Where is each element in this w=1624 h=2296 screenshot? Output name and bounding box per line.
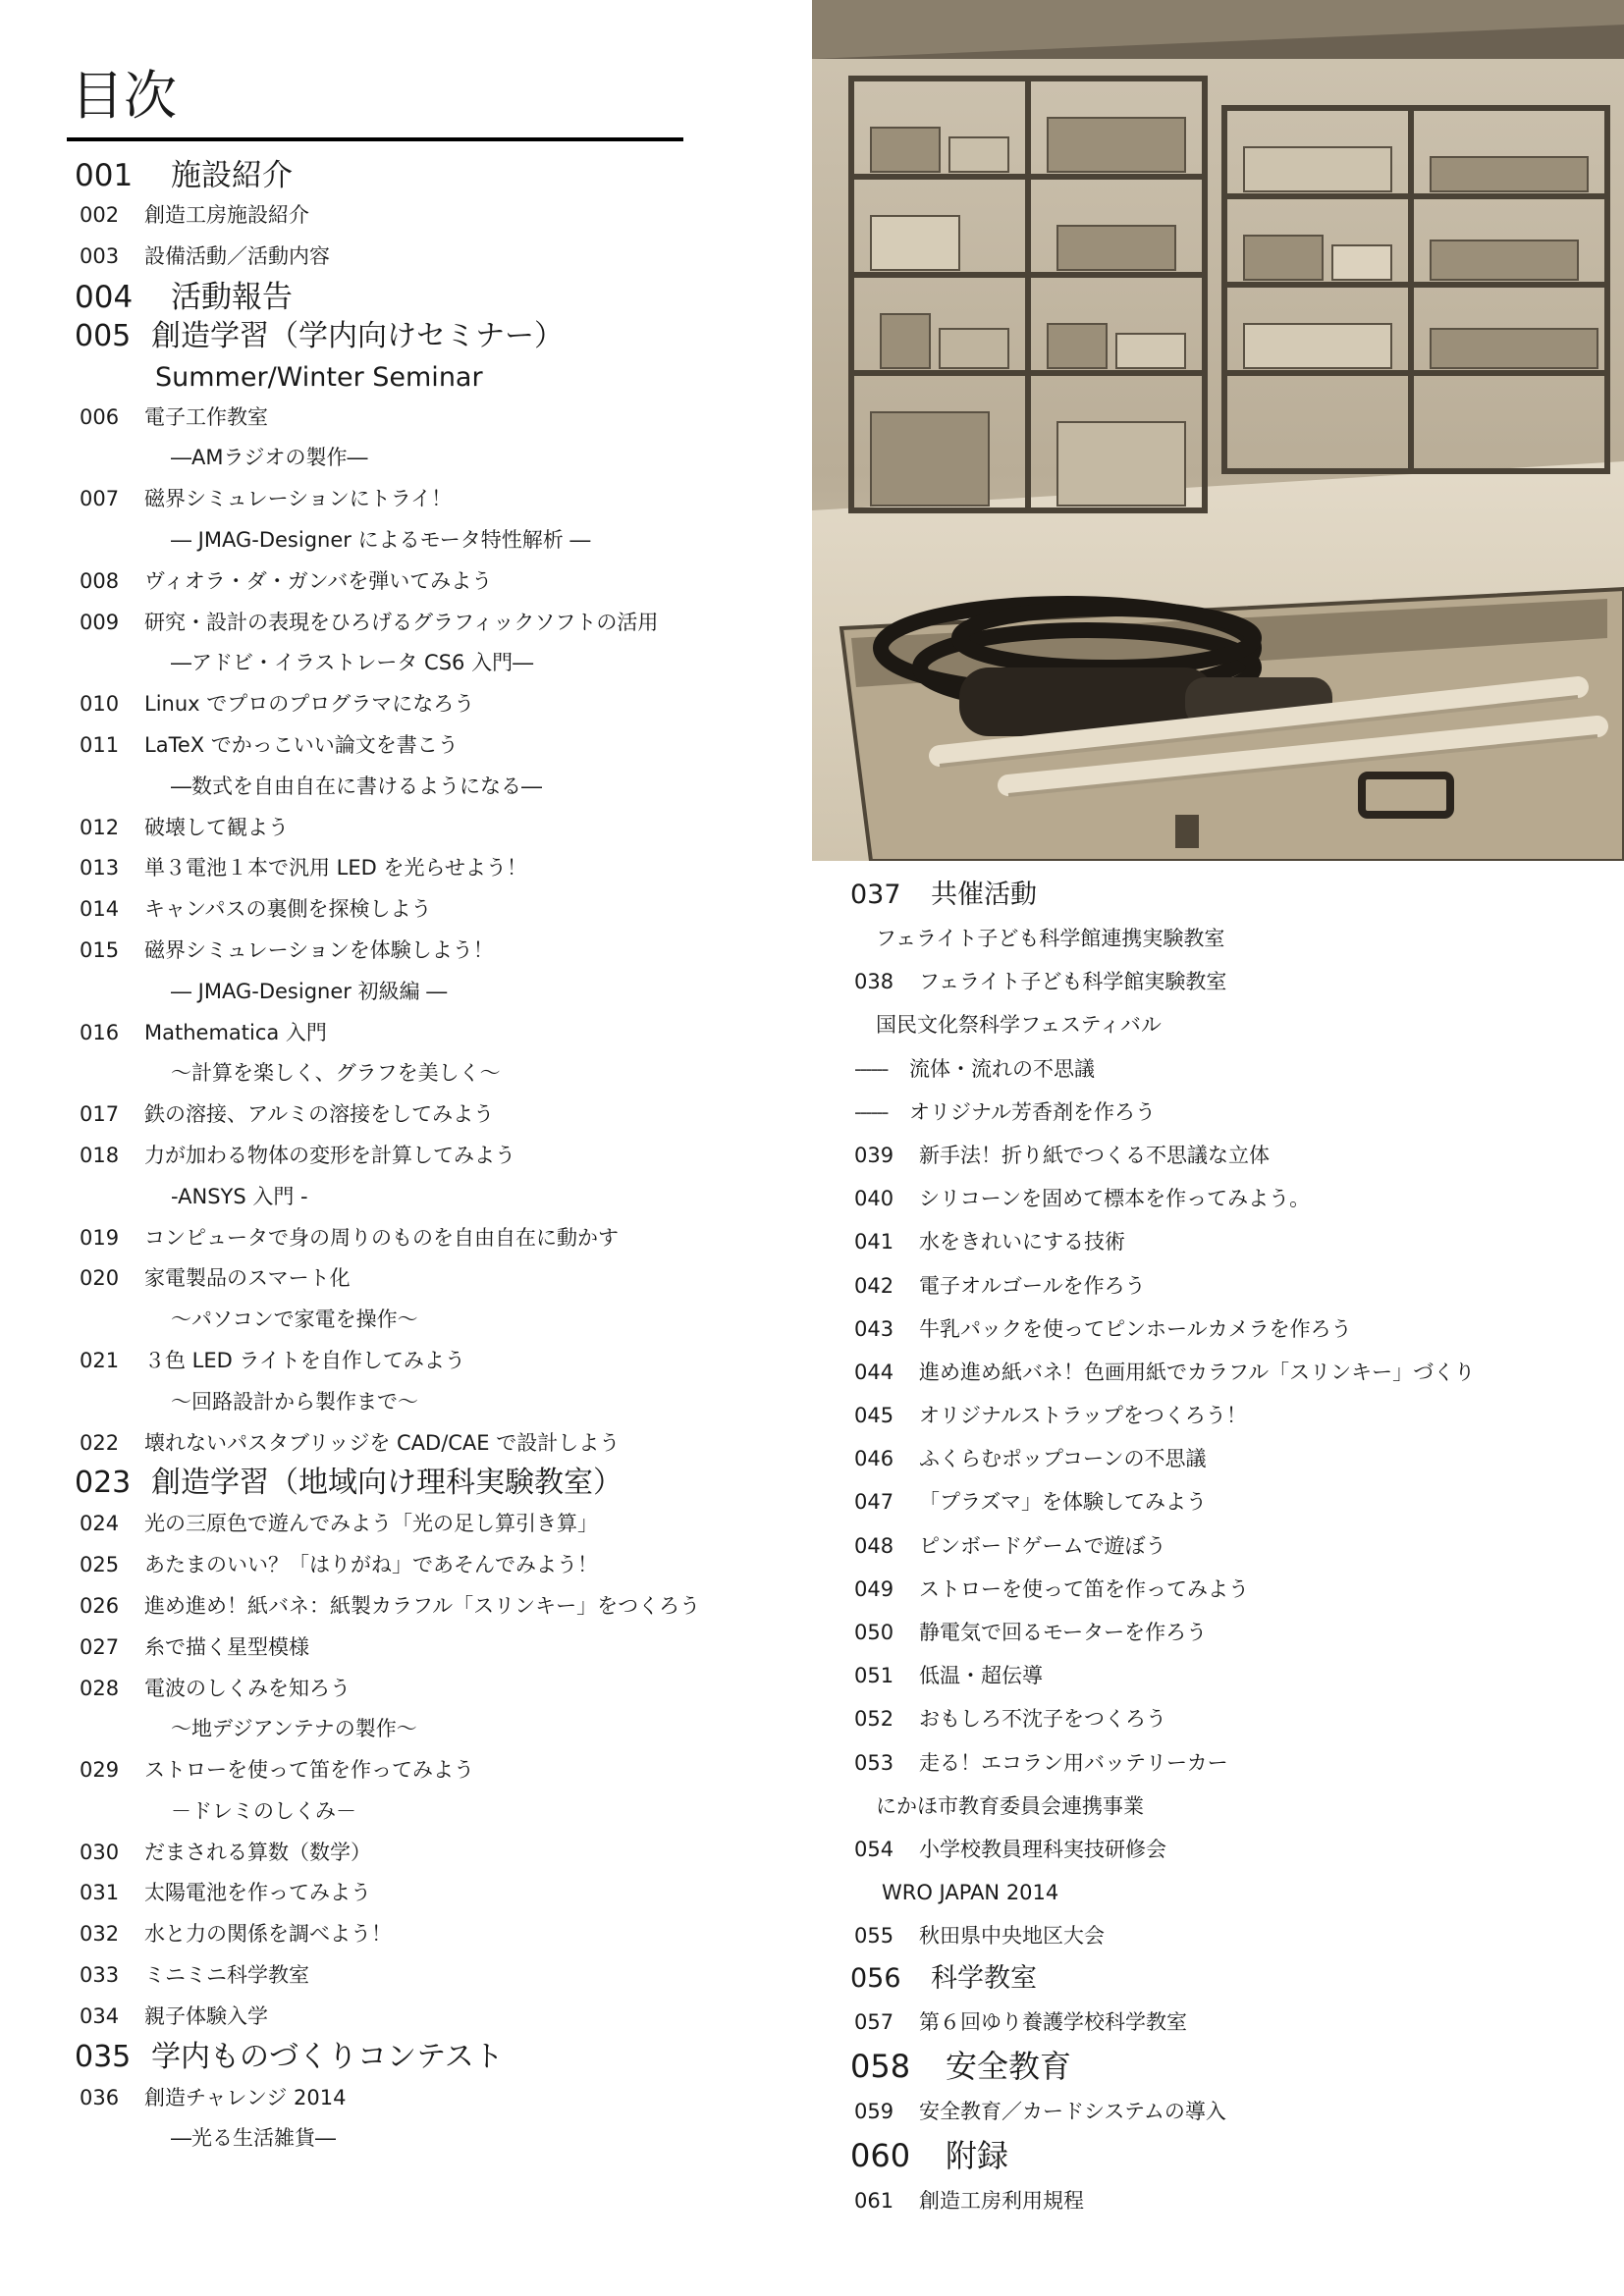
toc-entry-title: ～パソコンで家電を操作～ bbox=[171, 1308, 418, 1332]
toc-entry-title: -ANSYS 入門 - bbox=[171, 1184, 308, 1208]
toc-entry-number: 031 bbox=[80, 1881, 120, 1905]
toc-entry-number: 014 bbox=[80, 897, 120, 922]
toc-entry-title: 創造学習（学内向けセミナー） bbox=[151, 318, 564, 353]
toc-entry bbox=[75, 1053, 762, 1095]
toc-entry-number: 052 bbox=[854, 1707, 894, 1732]
toc-entry bbox=[850, 2133, 1606, 2179]
toc-entry bbox=[75, 808, 762, 849]
toc-entry-title: ―数式を自由自在に書けるようになる― bbox=[171, 774, 542, 798]
toc-entry bbox=[75, 357, 762, 398]
toc-entry-number: 019 bbox=[80, 1225, 120, 1250]
toc-entry-number: 020 bbox=[80, 1266, 120, 1291]
toc-entry-title: フェライト子ども科学館連携実験教室 bbox=[876, 927, 1225, 950]
toc-entry bbox=[850, 960, 1606, 1003]
toc-entry bbox=[850, 875, 1606, 917]
toc-entry bbox=[75, 1464, 762, 1504]
toc-entry-number: 009 bbox=[80, 610, 120, 634]
toc-entry-number: 016 bbox=[80, 1020, 120, 1044]
toc-entry-title: にかほ市教育委員会連携事業 bbox=[876, 1793, 1144, 1818]
toc-entry-number: 028 bbox=[80, 1676, 120, 1700]
toc-entry bbox=[75, 1218, 762, 1259]
toc-entry-number: 005 bbox=[75, 318, 132, 353]
toc-entry-title: 静電気で回るモーターを作ろう bbox=[919, 1621, 1208, 1644]
toc-entry-number: 032 bbox=[80, 1922, 120, 1947]
toc-entry-number: 049 bbox=[854, 1576, 894, 1601]
toc-entry bbox=[850, 1611, 1606, 1654]
toc-entry-title: 力が加わる物体の変形を計算してみよう bbox=[144, 1143, 515, 1167]
toc-entry-number: 030 bbox=[80, 1840, 120, 1864]
toc-entry-title: 破壊して観よう bbox=[144, 815, 289, 839]
toc-entry bbox=[850, 2001, 1606, 2044]
toc-entry-number: 004 bbox=[75, 279, 134, 315]
toc-entry-number: 006 bbox=[80, 404, 120, 429]
toc-entry-number: 037 bbox=[850, 880, 901, 910]
toc-entry bbox=[75, 1955, 762, 1997]
toc-entry-number: 029 bbox=[80, 1758, 120, 1783]
toc-entry-dash: ------ bbox=[854, 1056, 888, 1081]
workshop-photo-icon bbox=[812, 0, 1624, 861]
toc-entry bbox=[75, 684, 762, 725]
toc-entry-title: 創造工房利用規程 bbox=[919, 2188, 1084, 2213]
workshop-photo bbox=[812, 0, 1624, 861]
toc-entry-number: 040 bbox=[854, 1187, 894, 1211]
toc-entry-number: 023 bbox=[75, 1466, 132, 1501]
toc-entry-number: 001 bbox=[75, 158, 134, 193]
toc-entry-title: 秋田県中央地区大会 bbox=[919, 1924, 1105, 1949]
toc-entry-title: 親子体験入学 bbox=[144, 2003, 268, 2028]
toc-entry-number: 045 bbox=[854, 1404, 894, 1428]
toc-entry-title: LaTeX でかっこいい論文を書こう bbox=[144, 732, 459, 757]
toc-entry bbox=[850, 1177, 1606, 1220]
toc-entry-number: 017 bbox=[80, 1102, 120, 1127]
toc-entry-number: 013 bbox=[80, 856, 120, 881]
toc-entry bbox=[75, 1341, 762, 1382]
toc-entry bbox=[75, 1177, 762, 1218]
toc-entry-number: 058 bbox=[850, 2047, 911, 2085]
toc-entry bbox=[75, 1997, 762, 2038]
toc-entry-number: 050 bbox=[854, 1621, 894, 1644]
toc-entry bbox=[75, 1545, 762, 1586]
toc-entry bbox=[75, 1136, 762, 1177]
toc-entry bbox=[75, 1013, 762, 1054]
toc-entry-number: 008 bbox=[80, 568, 120, 593]
toc-entry bbox=[75, 2078, 762, 2119]
toc-entry bbox=[75, 1873, 762, 1914]
toc-entry bbox=[75, 643, 762, 684]
toc-entry bbox=[75, 398, 762, 439]
toc-entry-number: 051 bbox=[854, 1664, 894, 1688]
toc-entry-number: 060 bbox=[850, 2136, 911, 2174]
toc-entry bbox=[75, 1423, 762, 1465]
toc-entry-title: 進め進め紙バネ！色画用紙でカラフル「スリンキー」づくり bbox=[919, 1360, 1476, 1384]
toc-entry bbox=[75, 438, 762, 479]
toc-entry bbox=[75, 2118, 762, 2160]
toc-entry-number: 039 bbox=[854, 1143, 894, 1167]
toc-entry-title: ３色 LED ライトを自作してみよう bbox=[144, 1348, 465, 1372]
toc-entry-title: フェライト子ども科学館実験教室 bbox=[919, 970, 1227, 994]
toc-entry-title: 創造工房施設紹介 bbox=[144, 203, 309, 227]
toc-entry-title: ～回路設計から製作まで～ bbox=[171, 1389, 418, 1414]
toc-entry-number: 036 bbox=[80, 2085, 120, 2109]
toc-entry-title: 活動報告 bbox=[171, 279, 293, 315]
toc-entry-title: 鉄の溶接、アルミの溶接をしてみよう bbox=[144, 1102, 495, 1127]
toc-entry bbox=[75, 195, 762, 237]
toc-entry-title: 流体・流れの不思議 bbox=[909, 1056, 1095, 1081]
toc-entry bbox=[75, 479, 762, 520]
toc-entry-title: 「プラズマ」を体験してみよう bbox=[919, 1490, 1207, 1515]
toc-entry bbox=[75, 1750, 762, 1791]
toc-entry-title: 附録 bbox=[946, 2136, 1009, 2174]
toc-entry-number: 033 bbox=[80, 1963, 120, 1988]
toc-entry-title: コンピュータで身の周りのものを自由自在に動かす bbox=[144, 1225, 619, 1250]
toc-entry-title: 磁界シミュレーションを体験しよう！ bbox=[144, 937, 494, 962]
toc-entry-title: 施設紹介 bbox=[171, 158, 293, 193]
toc-entry-number: 025 bbox=[80, 1553, 120, 1577]
toc-entry-title: ―アドビ・イラストレータ CS6 入門― bbox=[171, 651, 534, 675]
toc-entry-number: 018 bbox=[80, 1143, 120, 1167]
toc-entry bbox=[75, 237, 762, 278]
toc-entry bbox=[850, 1437, 1606, 1480]
toc-entry-title: ふくらむポップコーンの不思議 bbox=[919, 1447, 1207, 1471]
toc-entry bbox=[75, 1628, 762, 1669]
toc-entry-title: 創造チャレンジ 2014 bbox=[144, 2085, 347, 2109]
toc-entry-title: 設備活動／活動内容 bbox=[144, 243, 330, 268]
toc-entry-title: 国民文化祭科学フェスティバル bbox=[876, 1013, 1162, 1038]
toc-entry bbox=[850, 1741, 1606, 1785]
toc-entry bbox=[850, 1697, 1606, 1740]
toc-entry bbox=[850, 1134, 1606, 1177]
toc-entry-title: 安全教育／カードシステムの導入 bbox=[919, 2099, 1226, 2123]
toc-entry-title: ― JMAG-Designer によるモータ特性解析 ― bbox=[171, 527, 591, 552]
toc-left-column bbox=[75, 156, 762, 2160]
toc-entry-title: 低温・超伝導 bbox=[919, 1664, 1043, 1688]
toc-entry-number: 035 bbox=[75, 2039, 132, 2074]
toc-entry-title: WRO JAPAN 2014 bbox=[882, 1881, 1059, 1905]
toc-entry-title: 小学校教員理科実技研修会 bbox=[919, 1837, 1166, 1861]
toc-right-column bbox=[850, 875, 1606, 2222]
toc-entry bbox=[850, 1914, 1606, 1957]
toc-entry-number: 048 bbox=[854, 1533, 894, 1558]
toc-entry-title: ピンボードゲームで遊ぼう bbox=[919, 1533, 1166, 1558]
toc-entry-title: 安全教育 bbox=[946, 2047, 1072, 2085]
toc-entry bbox=[850, 1524, 1606, 1568]
toc-entry bbox=[75, 603, 762, 644]
toc-entry-title: あたまのいい？「はりがね」であそんでみよう！ bbox=[144, 1553, 598, 1577]
toc-entry bbox=[75, 1914, 762, 1955]
toc-entry-title: ―AMラジオの製作― bbox=[171, 446, 368, 470]
toc-entry-title: 壊れないパスタブリッジを CAD/CAE で設計しよう bbox=[144, 1430, 621, 1455]
toc-entry-title: 糸で描く星型模様 bbox=[144, 1634, 309, 1659]
toc-entry bbox=[75, 848, 762, 889]
toc-entry-title: 電波のしくみを知ろう bbox=[144, 1676, 351, 1700]
toc-entry-number: 044 bbox=[854, 1360, 894, 1384]
toc-entry-title: 単３電池１本で汎用 LED を光らせよう！ bbox=[144, 856, 527, 881]
toc-entry-number: 012 bbox=[80, 815, 120, 839]
toc-entry bbox=[75, 1095, 762, 1136]
toc-entry-title: 研究・設計の表現をひろげるグラフィックソフトの活用 bbox=[144, 610, 659, 634]
toc-entry bbox=[850, 1958, 1606, 2001]
toc-entry-title: Mathematica 入門 bbox=[144, 1020, 327, 1044]
toc-entry bbox=[850, 1220, 1606, 1263]
toc-entry-number: 022 bbox=[80, 1430, 120, 1455]
toc-entry-number: 011 bbox=[80, 732, 120, 757]
toc-entry-title: 水と力の関係を調べよう！ bbox=[144, 1922, 392, 1947]
toc-entry bbox=[850, 1480, 1606, 1523]
toc-entry bbox=[75, 889, 762, 931]
toc-entry-number: 053 bbox=[854, 1750, 894, 1775]
toc-entry-title: 走る！エコラン用バッテリーカー bbox=[919, 1750, 1228, 1775]
toc-entry-number: 024 bbox=[80, 1512, 120, 1536]
toc-entry-title: 科学教室 bbox=[931, 1962, 1037, 1994]
toc-entry-title: 学内ものづくりコンテスト bbox=[151, 2039, 504, 2074]
toc-entry bbox=[850, 1264, 1606, 1308]
toc-entry bbox=[850, 1308, 1606, 1351]
toc-entry-title: 太陽電池を作ってみよう bbox=[144, 1881, 371, 1905]
toc-entry-number: 059 bbox=[854, 2099, 894, 2123]
toc-entry-number: 057 bbox=[854, 2009, 894, 2034]
toc-entry-title: 家電製品のスマート化 bbox=[144, 1266, 351, 1291]
toc-entry-title: 創造学習（地域向け理科実験教室） bbox=[151, 1466, 623, 1501]
toc-entry bbox=[850, 1351, 1606, 1394]
toc-entry-title: 共催活動 bbox=[931, 880, 1037, 910]
toc-entry-number: 010 bbox=[80, 692, 120, 717]
toc-entry-number: 043 bbox=[854, 1316, 894, 1341]
toc-entry-title: 牛乳パックを使ってピンホールカメラを作ろう bbox=[919, 1316, 1352, 1341]
toc-entry-number: 054 bbox=[854, 1837, 894, 1861]
toc-entry bbox=[75, 561, 762, 603]
toc-entry-number: 021 bbox=[80, 1348, 120, 1372]
toc-entry-title: 磁界シミュレーションにトライ！ bbox=[144, 487, 453, 511]
toc-entry-title: 光の三原色で遊んでみよう「光の足し算引き算」 bbox=[144, 1512, 598, 1536]
toc-entry bbox=[850, 1785, 1606, 1828]
toc-entry-number: 046 bbox=[854, 1447, 894, 1471]
toc-entry bbox=[75, 1300, 762, 1341]
toc-entry bbox=[850, 1871, 1606, 1914]
toc-entry-title: オリジナルストラップをつくろう！ bbox=[919, 1404, 1247, 1428]
toc-entry bbox=[75, 1833, 762, 1874]
toc-entry-number: 056 bbox=[850, 1962, 901, 1994]
toc-entry bbox=[850, 1047, 1606, 1091]
toc-entry bbox=[75, 1586, 762, 1628]
toc-entry-title: だまされる算数（数学） bbox=[144, 1840, 371, 1864]
toc-entry bbox=[75, 317, 762, 357]
toc-entry-title: －ドレミのしくみ－ bbox=[171, 1798, 356, 1823]
toc-entry-title: Linux でプロのプログラマになろう bbox=[144, 692, 475, 717]
toc-title: 目次 bbox=[71, 65, 177, 127]
toc-entry-dash: ------ bbox=[854, 1099, 888, 1124]
toc-entry-title: 進め進め！紙バネ：紙製カラフル「スリンキー」をつくろう bbox=[144, 1593, 701, 1618]
toc-entry-number: 007 bbox=[80, 487, 120, 511]
toc-entry bbox=[75, 972, 762, 1013]
toc-entry-title: キャンパスの裏側を探検しよう bbox=[144, 897, 432, 922]
toc-entry-title: ― JMAG-Designer 初級編 ― bbox=[171, 979, 448, 1003]
toc-entry bbox=[850, 1003, 1606, 1046]
toc-entry bbox=[850, 1091, 1606, 1134]
toc-entry-number: 038 bbox=[854, 970, 894, 994]
toc-entry-number: 003 bbox=[80, 243, 120, 268]
toc-entry bbox=[75, 520, 762, 561]
toc-entry-number: 027 bbox=[80, 1634, 120, 1659]
toc-entry bbox=[850, 1568, 1606, 1611]
toc-entry-title: ―光る生活雑貨― bbox=[171, 2126, 336, 2151]
toc-entry-title: シリコーンを固めて標本を作ってみよう。 bbox=[919, 1187, 1311, 1211]
toc-entry bbox=[75, 156, 762, 195]
toc-entry-title: ヴィオラ・ダ・ガンバを弾いてみよう bbox=[144, 568, 493, 593]
toc-entry-number: 026 bbox=[80, 1593, 120, 1618]
title-rule bbox=[67, 137, 683, 141]
toc-entry bbox=[75, 725, 762, 767]
toc-entry-number: 055 bbox=[854, 1924, 894, 1949]
toc-entry-title: ストローを使って笛を作ってみよう bbox=[144, 1758, 474, 1783]
toc-entry bbox=[75, 1709, 762, 1750]
toc-entry bbox=[75, 1382, 762, 1423]
toc-entry bbox=[75, 1791, 762, 1833]
toc-entry-number: 047 bbox=[854, 1490, 894, 1515]
toc-entry-title: 水をきれいにする技術 bbox=[919, 1230, 1125, 1255]
toc-entry bbox=[75, 278, 762, 317]
toc-entry-title: ～地デジアンテナの製作～ bbox=[171, 1717, 417, 1741]
toc-entry-title: Summer/Winter Seminar bbox=[155, 361, 483, 393]
toc-entry bbox=[850, 2179, 1606, 2222]
toc-entry-number: 002 bbox=[80, 203, 120, 227]
toc-entry bbox=[850, 2044, 1606, 2090]
toc-entry bbox=[75, 1504, 762, 1545]
toc-entry bbox=[75, 2038, 762, 2078]
toc-entry bbox=[850, 2090, 1606, 2133]
toc-entry-title: ストローを使って笛を作ってみよう bbox=[919, 1576, 1249, 1601]
toc-entry-number: 034 bbox=[80, 2003, 120, 2028]
toc-entry-title: おもしろ不沈子をつくろう bbox=[919, 1707, 1166, 1732]
toc-entry-number: 041 bbox=[854, 1230, 894, 1255]
toc-entry-title: 電子工作教室 bbox=[144, 404, 268, 429]
toc-entry-number: 015 bbox=[80, 937, 120, 962]
toc-entry-title: 電子オルゴールを作ろう bbox=[919, 1273, 1146, 1298]
toc-entry-number: 061 bbox=[854, 2188, 894, 2213]
toc-entry bbox=[850, 917, 1606, 960]
toc-entry bbox=[75, 1669, 762, 1710]
toc-entry bbox=[850, 1394, 1606, 1437]
toc-entry-title: オリジナル芳香剤を作ろう bbox=[909, 1099, 1156, 1124]
toc-entry bbox=[850, 1654, 1606, 1697]
toc-entry-title: 第６回ゆり養護学校科学教室 bbox=[919, 2009, 1187, 2034]
toc-entry-number: 042 bbox=[854, 1273, 894, 1298]
toc-entry-title: ミニミニ科学教室 bbox=[144, 1963, 309, 1988]
toc-entry bbox=[75, 1258, 762, 1300]
toc-entry-title: ～計算を楽しく、グラフを美しく～ bbox=[171, 1061, 501, 1086]
toc-entry-title: 新手法！折り紙でつくる不思議な立体 bbox=[919, 1143, 1270, 1167]
toc-entry bbox=[75, 931, 762, 972]
toc-entry bbox=[850, 1828, 1606, 1871]
toc-entry bbox=[75, 767, 762, 808]
